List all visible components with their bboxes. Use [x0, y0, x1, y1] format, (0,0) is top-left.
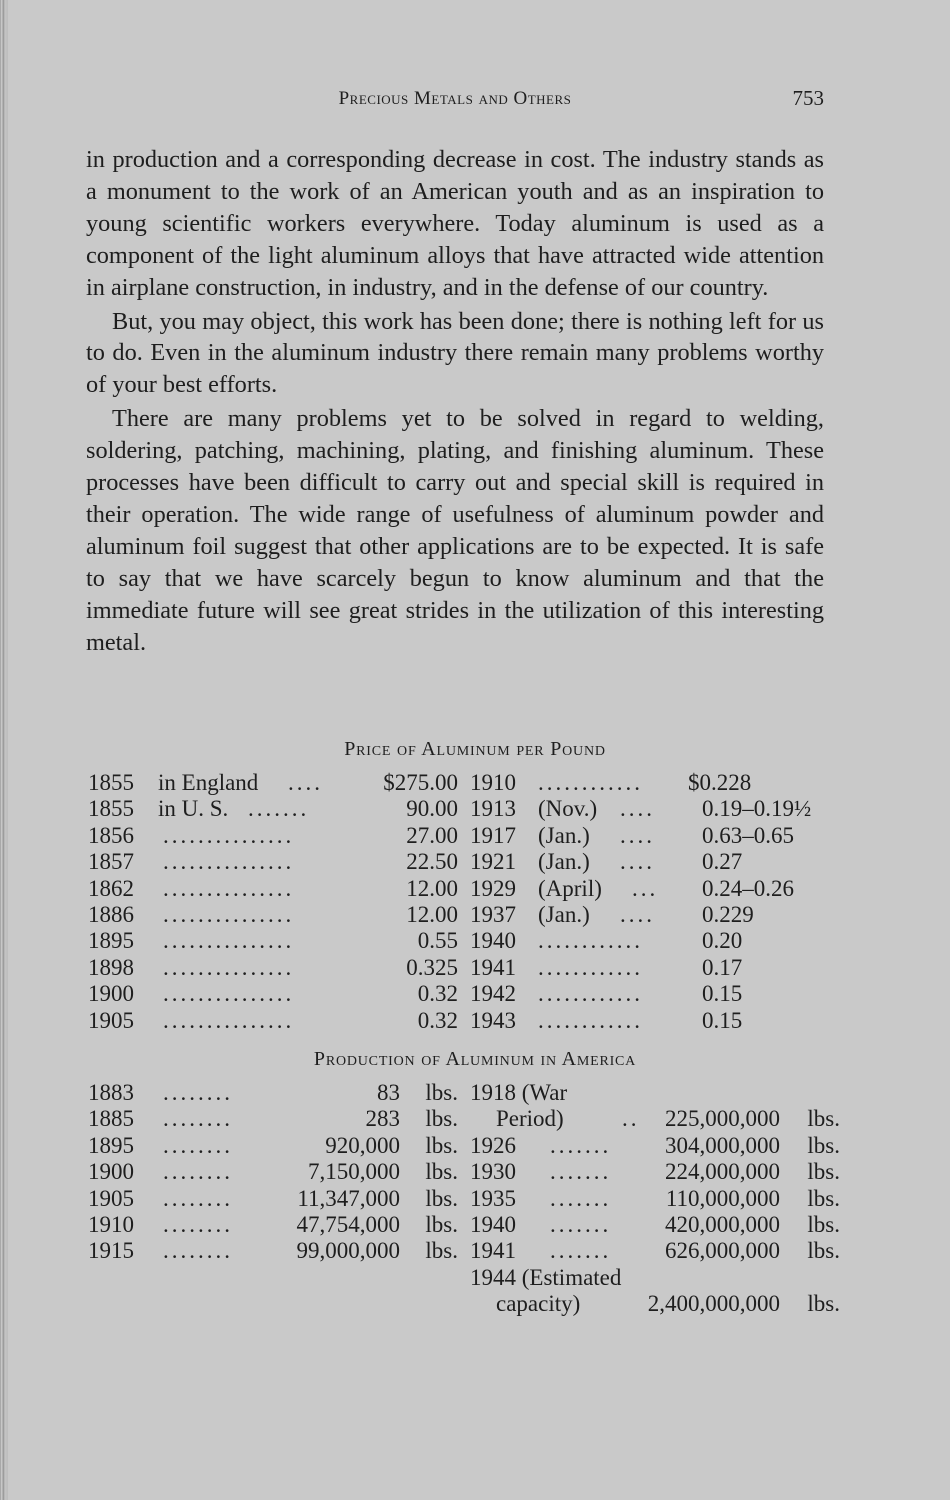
- leader-dots: ...............: [163, 849, 295, 875]
- year-cell: 1941: [470, 1238, 516, 1264]
- price-cell: 0.19–0.19½: [702, 796, 812, 822]
- unit-cell: lbs.: [425, 1132, 458, 1158]
- note-cell: (Jan.): [538, 849, 590, 875]
- price-cell: 0.32: [417, 1007, 458, 1033]
- price-table-title: Price of Aluminum per Pound: [344, 738, 606, 760]
- leader-dots: ............: [538, 928, 643, 954]
- price-cell: 0.20: [702, 928, 743, 954]
- leader-dots: ........: [163, 1159, 233, 1185]
- table-row: [88, 1238, 458, 1264]
- price-cell: 0.325: [406, 954, 458, 980]
- table-row: [470, 876, 840, 902]
- amount-cell: 110,000,000: [665, 1185, 780, 1211]
- year-cell: 1915: [88, 1238, 134, 1264]
- price-cell: 0.24–0.26: [702, 875, 794, 901]
- table-row: [88, 955, 458, 981]
- leader-dots: ........: [163, 1185, 233, 1211]
- unit-cell: lbs.: [807, 1106, 840, 1132]
- amount-cell: 83: [377, 1080, 400, 1105]
- note-cell: (Jan.): [538, 822, 590, 848]
- year-cell: 1910: [470, 770, 516, 795]
- year-cell: 1885: [88, 1106, 134, 1132]
- price-cell: 0.63–0.65: [702, 822, 794, 848]
- table-row: [470, 1106, 840, 1132]
- leader-dots: ...............: [163, 1007, 295, 1033]
- unit-cell: lbs.: [425, 1159, 458, 1185]
- leader-dots: ........: [163, 1132, 233, 1158]
- leader-dots: ...: [632, 875, 659, 901]
- table-row: [88, 1133, 458, 1159]
- table-row: [470, 849, 840, 875]
- leader-dots: ...............: [163, 954, 295, 980]
- leader-dots: ...............: [163, 875, 295, 901]
- note-cell: in England: [158, 770, 259, 795]
- note-cell: (Jan.): [538, 901, 590, 927]
- year-cell: 1900: [88, 1159, 134, 1185]
- note-cell: in U. S.: [158, 796, 229, 822]
- production-table-right: [470, 1080, 840, 1318]
- amount-cell: 11,347,000: [297, 1185, 400, 1211]
- leader-dots: ............: [538, 954, 643, 980]
- table-row: [470, 1291, 840, 1317]
- year-cell: Period): [496, 1106, 564, 1132]
- leader-dots: ..: [622, 1106, 640, 1132]
- unit-cell: lbs.: [807, 1159, 840, 1185]
- price-table-right: [470, 770, 840, 1034]
- leader-dots: ........: [163, 1080, 233, 1105]
- leader-dots: .......: [550, 1132, 612, 1158]
- leader-dots: ....: [620, 901, 655, 927]
- year-cell: 1937: [470, 901, 516, 927]
- year-cell: 1886: [88, 901, 134, 927]
- price-cell: 12.00: [406, 875, 458, 901]
- year-cell: 1905: [88, 1007, 134, 1033]
- table-row: [88, 981, 458, 1007]
- leader-dots: .......: [550, 1238, 612, 1264]
- table-row: [470, 770, 840, 796]
- year-cell: 1943: [470, 1007, 516, 1033]
- table-row: [88, 770, 458, 796]
- paragraph-2: But, you may object, this work has been done; there is nothing left for us to do. Even in the aluminum industry there remain many problems worthy of your best efforts.: [86, 307, 824, 399]
- leader-dots: ........: [163, 1211, 233, 1237]
- table-row: [88, 1159, 458, 1185]
- year-cell: 1856: [88, 822, 134, 848]
- year-cell: 1855: [88, 770, 134, 795]
- unit-cell: lbs.: [425, 1238, 458, 1264]
- body-text: [86, 144, 824, 659]
- price-cell: 0.27: [702, 849, 743, 875]
- year-cell: 1930: [470, 1159, 516, 1185]
- amount-cell: 47,754,000: [296, 1211, 400, 1237]
- table-row: [470, 981, 840, 1007]
- unit-cell: lbs.: [807, 1185, 840, 1211]
- price-cell: 90.00: [406, 796, 458, 822]
- year-cell: 1883: [88, 1080, 134, 1105]
- year-note-cell: 1944 (Estimated: [470, 1264, 622, 1290]
- amount-cell: 99,000,000: [296, 1238, 400, 1264]
- page-number: 753: [792, 86, 824, 110]
- amount-cell: 283: [365, 1106, 400, 1132]
- leader-dots: ....: [288, 770, 323, 795]
- price-cell: 0.229: [702, 901, 754, 927]
- year-cell: 1905: [88, 1185, 134, 1211]
- table-row: [470, 902, 840, 928]
- amount-cell: 626,000,000: [665, 1238, 780, 1264]
- leader-dots: ...............: [163, 981, 295, 1007]
- page-header: [86, 88, 824, 116]
- running-head: Precious Metals and Others: [338, 88, 572, 109]
- table-row: [88, 1080, 458, 1106]
- year-note-cell: 1918 (War: [470, 1080, 568, 1105]
- amount-cell: 420,000,000: [665, 1211, 780, 1237]
- leader-dots: ....: [620, 849, 655, 875]
- year-cell: 1940: [470, 1211, 516, 1237]
- table-row: [470, 1265, 840, 1291]
- leader-dots: ........: [163, 1106, 233, 1132]
- table-row: [88, 1008, 458, 1034]
- amount-cell: 224,000,000: [665, 1159, 780, 1185]
- table-row: [470, 1159, 840, 1185]
- year-cell: 1917: [470, 822, 516, 848]
- year-cell: capacity): [496, 1291, 581, 1317]
- amount-cell: 304,000,000: [665, 1132, 780, 1158]
- unit-cell: lbs.: [425, 1080, 458, 1105]
- leader-dots: .......: [248, 796, 310, 822]
- year-cell: 1900: [88, 981, 134, 1007]
- unit-cell: lbs.: [807, 1291, 840, 1317]
- unit-cell: lbs.: [425, 1106, 458, 1132]
- leader-dots: ...............: [163, 928, 295, 954]
- year-cell: 1855: [88, 796, 134, 822]
- table-row: [88, 1106, 458, 1132]
- year-cell: 1910: [88, 1211, 134, 1237]
- amount-cell: 2,400,000,000: [647, 1291, 780, 1317]
- year-cell: 1929: [470, 875, 516, 901]
- price-cell: 27.00: [406, 822, 458, 848]
- table-row: [470, 1212, 840, 1238]
- price-table-left: [88, 770, 458, 1034]
- table-row: [470, 1008, 840, 1034]
- leader-dots: ...............: [163, 901, 295, 927]
- year-cell: 1940: [470, 928, 516, 954]
- year-cell: 1913: [470, 796, 516, 822]
- price-cell: 0.15: [702, 1007, 743, 1033]
- year-cell: 1895: [88, 928, 134, 954]
- table-row: [470, 955, 840, 981]
- price-cell: 0.17: [702, 954, 743, 980]
- year-cell: 1942: [470, 981, 516, 1007]
- table-row: [88, 902, 458, 928]
- year-cell: 1926: [470, 1132, 516, 1158]
- amount-cell: 225,000,000: [665, 1106, 780, 1132]
- production-table-left: [88, 1080, 458, 1265]
- table-row: [88, 928, 458, 954]
- table-row: [88, 1186, 458, 1212]
- price-cell: 0.15: [702, 981, 743, 1007]
- price-cell: 0.55: [417, 928, 458, 954]
- leader-dots: ............: [538, 770, 643, 795]
- year-cell: 1898: [88, 954, 134, 980]
- paragraph-1: in production and a corresponding decrease in cost. The industry stands as a monument to the work of an American youth and as an inspiration to young scientific workers everywhere. Today aluminum is used as a component of the light aluminum alloys that have attracted wide attention in airplane construction, in industry, and in the defense of our country.: [86, 146, 824, 301]
- unit-cell: lbs.: [425, 1211, 458, 1237]
- note-cell: (April): [538, 875, 602, 901]
- unit-cell: lbs.: [807, 1238, 840, 1264]
- table-row: [470, 1080, 840, 1106]
- table-row: [470, 1238, 840, 1264]
- table-row: [470, 1133, 840, 1159]
- price-cell: $0.228: [688, 770, 752, 795]
- leader-dots: ............: [538, 1007, 643, 1033]
- leader-dots: ............: [538, 981, 643, 1007]
- year-cell: 1895: [88, 1132, 134, 1158]
- production-table-title: Production of Aluminum in America: [313, 1048, 637, 1070]
- amount-cell: 920,000: [325, 1132, 400, 1158]
- table-row: [470, 1186, 840, 1212]
- price-cell: $275.00: [383, 770, 458, 795]
- year-cell: 1935: [470, 1185, 516, 1211]
- table-row: [88, 823, 458, 849]
- leader-dots: ....: [620, 822, 655, 848]
- leader-dots: .......: [550, 1185, 612, 1211]
- table-row: [88, 849, 458, 875]
- unit-cell: lbs.: [807, 1211, 840, 1237]
- table-row: [88, 876, 458, 902]
- unit-cell: lbs.: [425, 1185, 458, 1211]
- price-cell: 22.50: [406, 849, 458, 875]
- leader-dots: ...............: [163, 822, 295, 848]
- year-cell: 1941: [470, 954, 516, 980]
- leader-dots: .......: [550, 1211, 612, 1237]
- note-cell: (Nov.): [538, 796, 598, 822]
- leader-dots: .......: [550, 1159, 612, 1185]
- table-row: [88, 1212, 458, 1238]
- table-row: [88, 796, 458, 822]
- price-cell: 0.32: [417, 981, 458, 1007]
- table-row: [470, 928, 840, 954]
- year-cell: 1921: [470, 849, 516, 875]
- amount-cell: 7,150,000: [308, 1159, 400, 1185]
- price-cell: 12.00: [406, 901, 458, 927]
- table-row: [470, 796, 840, 822]
- year-cell: 1862: [88, 875, 134, 901]
- leader-dots: ....: [620, 796, 655, 822]
- leader-dots: ........: [163, 1238, 233, 1264]
- paragraph-3: There are many problems yet to be solved in regard to welding, soldering, patching, machining, plating, and finishing aluminum. These processes have been difficult to carry out and special skill is required in their operation. The wide range of usefulness of aluminum powder and aluminum foil suggest that other applications are to be expected. It is safe to say that we have scarcely begun to know aluminum and that the immediate future will see great strides in the utilization of this interesting metal.: [86, 405, 824, 656]
- unit-cell: lbs.: [807, 1132, 840, 1158]
- year-cell: 1857: [88, 849, 134, 875]
- table-row: [470, 823, 840, 849]
